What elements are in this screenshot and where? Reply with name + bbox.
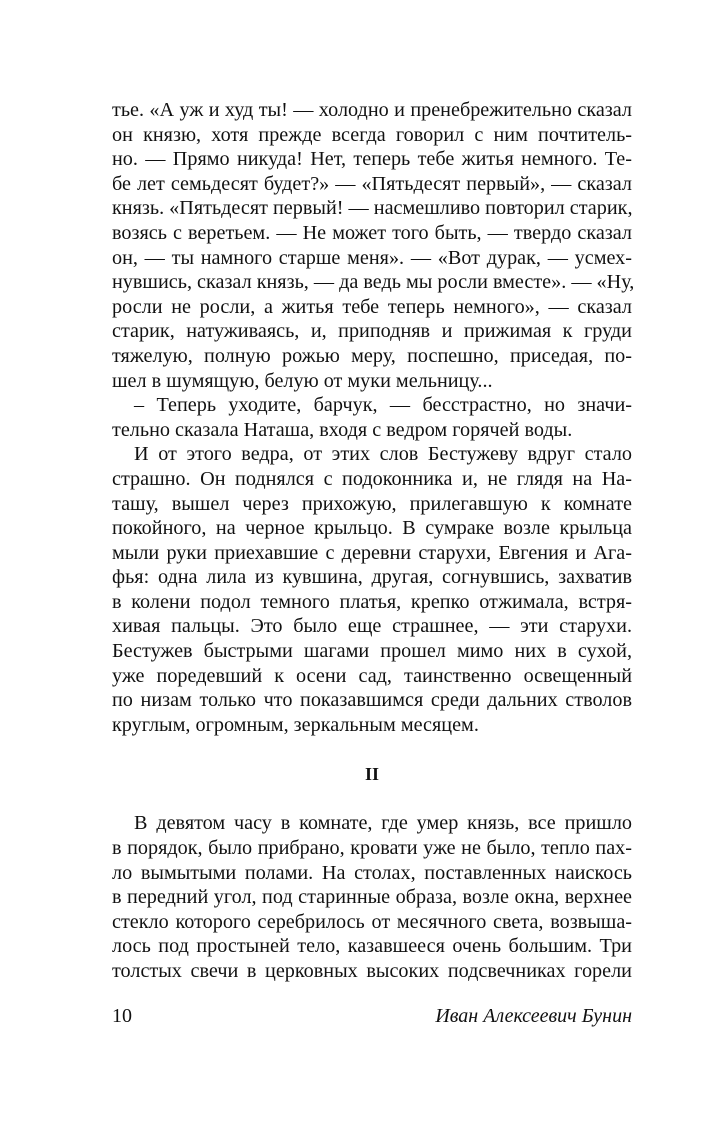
text-line: тье. «А уж и худ ты! — холодно и пренебрежительно сказал — [112, 99, 632, 121]
text-line: уже поредевший к осени сад, таинственно освещенный — [112, 664, 632, 687]
text-line: толстых свечи в церковных высоких подсвечниках горели — [112, 960, 632, 982]
section-paragraph-1 — [112, 811, 632, 983]
running-footer-author: Иван Алексеевич Бунин — [435, 1005, 632, 1027]
page-number: 10 — [112, 1005, 132, 1027]
text-line: тяжелую, полную рожью меру, поспешно, приседая, по- — [112, 344, 632, 367]
text-line: в передний угол, под старинные образа, возле окна, верхнее — [112, 886, 632, 909]
text-line: по низам только что показавшимся среди дальних стволов — [112, 689, 632, 712]
text-line: И от этого ведра, от этих слов Бестужеву вдруг стало — [134, 443, 632, 466]
text-line: – Теперь уходите, барчук, — бесстрастно, но значи- — [134, 394, 632, 417]
text-line: но. — Прямо никуда! Нет, теперь тебе житья немного. Те- — [112, 148, 632, 171]
text-line: Бестужев быстрыми шагами прошел мимо них в сухой, — [112, 640, 632, 663]
text-line: старик, натуживаясь, и, приподняв и прижимая к груди — [112, 320, 632, 343]
text-line: в колени подол темного платья, крепко отжимала, встря- — [112, 590, 632, 613]
text-line: лось под простыней тело, казавшееся очень большим. Три — [112, 935, 632, 958]
text-line: тельно сказала Наташа, входя с ведром горячей воды. — [112, 418, 573, 441]
text-line: росли не росли, а житья тебе теперь немного», — сказал — [112, 295, 632, 318]
text-line: шел в шумящую, белую от муки мельницу... — [112, 369, 493, 392]
text-line: хивая пальцы. Это было еще страшнее, — эти старухи. — [112, 615, 632, 638]
text-line: страшно. Он поднялся с подоконника и, не глядя на На- — [112, 467, 632, 490]
section-heading: II — [364, 764, 379, 785]
text-line: фья: одна лила из кувшина, другая, согнувшись, захватив — [112, 566, 632, 589]
text-line: нувшись, сказал князь, — да ведь мы росли вместе». — «Ну, — [112, 271, 635, 294]
text-line: он князю, хотя прежде всегда говорил с ним почтитель- — [112, 123, 632, 146]
text-line: он, — ты намного старше меня». — «Вот дурак, — усмех- — [112, 246, 632, 269]
paragraph-2 — [112, 393, 632, 442]
page-body — [112, 98, 635, 984]
text-line: стекло которого серебрилось от месячного света, возвыша- — [112, 910, 632, 933]
text-line: князь. «Пятьдесят первый! — насмешливо повторил старик, — [112, 197, 633, 220]
text-line: возясь с веретьем. — Не может того быть, — твердо сказал — [112, 221, 632, 244]
paragraph-3 — [112, 442, 632, 737]
paragraph-1 — [112, 98, 635, 393]
text-line: ташу, вышел через прихожую, прилегавшую к комнате — [112, 492, 632, 515]
text-line: В девятом часу в комнате, где умер князь, все пришло — [134, 812, 632, 835]
text-line: бе лет семьдесят будет?» — «Пятьдесят первый», — сказал — [112, 172, 632, 195]
text-line: ло вымытыми полами. На столах, поставленных наискось — [112, 861, 632, 884]
text-line: круглым, огромным, зеркальным месяцем. — [112, 713, 479, 736]
text-line: в порядок, было прибрано, кровати уже не было, тепло пах- — [112, 837, 632, 860]
text-line: покойного, на черное крыльцо. В сумраке возле крыльца — [112, 517, 632, 540]
text-line: мыли руки приехавшие с деревни старухи, Евгения и Ага- — [112, 541, 632, 564]
